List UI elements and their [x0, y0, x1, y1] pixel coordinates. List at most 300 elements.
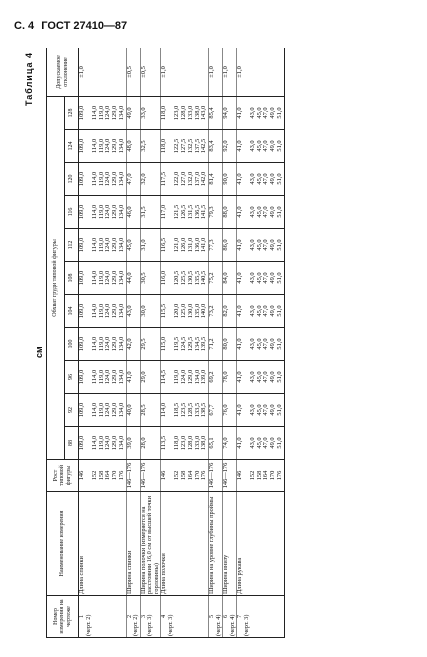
- measurement-number: 4: [160, 614, 168, 619]
- page-header: [14, 20, 131, 32]
- measurement-name: [250, 492, 257, 596]
- value-cell: 94,0: [223, 96, 237, 129]
- value-cell: 118,0: [161, 130, 175, 163]
- value-cell: 41,0: [237, 130, 251, 163]
- value-cell: 119,0: [99, 163, 106, 196]
- value-cell: 119,0: [99, 196, 106, 229]
- value-cell: 49,0: [270, 295, 277, 328]
- value-cell: 29,0: [140, 361, 161, 394]
- value-cell: 129,0: [112, 163, 119, 196]
- value-cell: 90,0: [223, 163, 237, 196]
- value-cell: 41,0: [237, 262, 251, 295]
- header-name: Наименование измерения: [47, 492, 79, 596]
- value-cell: 141,0: [201, 229, 208, 262]
- measurement-number: 6: [222, 614, 230, 619]
- value-cell: 43,0: [250, 229, 257, 262]
- value-cell: 124,0: [105, 196, 112, 229]
- measurement-number-cell: [92, 596, 99, 638]
- measurement-number-cell: [126, 596, 140, 638]
- value-cell: 114,5: [161, 361, 175, 394]
- measurement-name: [257, 492, 264, 596]
- header-height: Рост типовой фигуры: [47, 460, 79, 492]
- value-cell: 43,0: [126, 295, 140, 328]
- figure-height: 146—176: [126, 460, 140, 492]
- measurement-number-cell: [188, 596, 195, 638]
- table-row: [140, 48, 161, 638]
- value-cell: 124,0: [105, 295, 112, 328]
- value-cell: 47,0: [263, 229, 270, 262]
- value-cell: 43,0: [250, 427, 257, 460]
- value-cell: 49,0: [270, 361, 277, 394]
- value-cell: 41,0: [126, 361, 140, 394]
- value-cell: 49,0: [270, 262, 277, 295]
- drawing-reference: (черт. 3): [242, 614, 250, 636]
- value-cell: 129,0: [112, 262, 119, 295]
- header-chest-96: 96: [65, 361, 79, 394]
- measurement-name: Длина полочки: [161, 492, 175, 596]
- value-cell: 45,0: [257, 427, 264, 460]
- drawing-reference: (черт. 3): [146, 614, 154, 636]
- value-cell: 114,0: [161, 394, 175, 427]
- value-cell: 45,0: [257, 262, 264, 295]
- header-chest-group: Обхват груди типовой фигуры: [47, 96, 65, 459]
- value-cell: 43,0: [250, 328, 257, 361]
- measurement-number-cell: [79, 596, 93, 638]
- table-row: [161, 48, 175, 638]
- value-cell: 45,0: [126, 229, 140, 262]
- value-cell: 135,0: [195, 295, 202, 328]
- value-cell: 114,0: [92, 262, 99, 295]
- figure-height: 146: [161, 460, 175, 492]
- value-cell: 134,0: [119, 229, 126, 262]
- value-cell: 47,0: [263, 427, 270, 460]
- measurement-number-cell: [223, 596, 237, 638]
- value-cell: 51,0: [277, 328, 284, 361]
- value-cell: 41,0: [237, 196, 251, 229]
- tolerance: [257, 48, 264, 96]
- value-cell: 77,3: [209, 229, 223, 262]
- tolerance: [99, 48, 106, 96]
- measurement-name: [174, 492, 181, 596]
- value-cell: 115,0: [161, 328, 175, 361]
- value-cell: 121,0: [174, 229, 181, 262]
- value-cell: 133,0: [188, 96, 195, 129]
- value-cell: 31,5: [140, 196, 161, 229]
- measurement-name: Длина спинки: [79, 492, 93, 596]
- value-cell: 142,5: [201, 130, 208, 163]
- value-cell: 134,5: [195, 328, 202, 361]
- value-cell: 134,0: [119, 96, 126, 129]
- header-chest-124: 124: [65, 130, 79, 163]
- header-chest-128: 128: [65, 96, 79, 129]
- value-cell: 109,0: [79, 328, 93, 361]
- value-cell: 51,0: [277, 96, 284, 129]
- value-cell: 43,0: [250, 394, 257, 427]
- tolerance: ±1,0: [223, 48, 237, 96]
- value-cell: 51,0: [277, 262, 284, 295]
- tolerance: ±1,0: [161, 48, 175, 96]
- value-cell: 118,0: [161, 96, 175, 129]
- header-number: Номер измерения на чертеже: [47, 596, 79, 638]
- figure-height: 170: [195, 460, 202, 492]
- value-cell: 133,5: [195, 394, 202, 427]
- tolerance: [181, 48, 188, 96]
- value-cell: 45,0: [257, 394, 264, 427]
- value-cell: 80,0: [223, 328, 237, 361]
- value-cell: 122,0: [174, 163, 181, 196]
- drawing-reference: (черт. 2): [132, 614, 140, 636]
- value-cell: 114,0: [92, 163, 99, 196]
- value-cell: 126,0: [181, 229, 188, 262]
- value-cell: 124,0: [181, 361, 188, 394]
- figure-height: 170: [270, 460, 277, 492]
- value-cell: 126,5: [181, 196, 188, 229]
- measurement-number: 3: [139, 614, 147, 619]
- value-cell: 119,0: [99, 262, 106, 295]
- value-cell: 47,0: [263, 130, 270, 163]
- value-cell: 138,5: [201, 394, 208, 427]
- value-cell: 120,0: [174, 295, 181, 328]
- value-cell: 47,0: [263, 361, 270, 394]
- figure-height: 164: [105, 460, 112, 492]
- value-cell: 43,0: [250, 361, 257, 394]
- measurement-name: Ширина спинки: [126, 492, 140, 596]
- tolerance: [277, 48, 284, 96]
- measurement-name: [270, 492, 277, 596]
- value-cell: 44,0: [126, 262, 140, 295]
- value-cell: 128,0: [181, 96, 188, 129]
- measurement-name: [263, 492, 270, 596]
- header-chest-120: 120: [65, 163, 79, 196]
- figure-height: 158: [99, 460, 106, 492]
- value-cell: 114,0: [92, 229, 99, 262]
- value-cell: 30,5: [140, 262, 161, 295]
- value-cell: 119,0: [99, 130, 106, 163]
- value-cell: 65,1: [209, 427, 223, 460]
- table-sheet: [20, 48, 415, 638]
- value-cell: 109,0: [79, 196, 93, 229]
- value-cell: 124,0: [105, 262, 112, 295]
- header-chest-100: 100: [65, 328, 79, 361]
- value-cell: 114,0: [92, 361, 99, 394]
- value-cell: 114,0: [92, 427, 99, 460]
- value-cell: 134,0: [119, 394, 126, 427]
- value-cell: 41,0: [237, 229, 251, 262]
- value-cell: 119,0: [174, 361, 181, 394]
- value-cell: 129,0: [112, 328, 119, 361]
- measurement-number-cell: [181, 596, 188, 638]
- value-cell: 46,0: [126, 196, 140, 229]
- figure-height: 146—176: [223, 460, 237, 492]
- value-cell: 32,5: [140, 130, 161, 163]
- value-cell: 119,0: [99, 328, 106, 361]
- value-cell: 119,0: [99, 394, 106, 427]
- drawing-reference: (черт. 4): [214, 614, 222, 636]
- table-row: [223, 48, 237, 638]
- value-cell: 45,0: [257, 130, 264, 163]
- value-cell: 45,0: [257, 96, 264, 129]
- value-cell: 109,0: [79, 229, 93, 262]
- measurement-name: Ширина внизу: [223, 492, 237, 596]
- figure-height: 146: [237, 460, 251, 492]
- value-cell: 134,0: [119, 328, 126, 361]
- value-cell: 131,0: [188, 229, 195, 262]
- value-cell: 76,0: [223, 394, 237, 427]
- value-cell: 109,0: [79, 262, 93, 295]
- value-cell: 124,0: [105, 163, 112, 196]
- value-cell: 109,0: [79, 163, 93, 196]
- figure-height: 176: [201, 460, 208, 492]
- value-cell: 118,0: [174, 427, 181, 460]
- value-cell: 141,5: [201, 196, 208, 229]
- value-cell: 75,2: [209, 262, 223, 295]
- measurement-number-cell: [174, 596, 181, 638]
- value-cell: 73,2: [209, 295, 223, 328]
- value-cell: 115,5: [161, 295, 175, 328]
- figure-height: 176: [277, 460, 284, 492]
- value-cell: 130,0: [188, 295, 195, 328]
- figure-height: 170: [112, 460, 119, 492]
- value-cell: 129,5: [188, 328, 195, 361]
- value-cell: 135,5: [195, 262, 202, 295]
- tolerance: [270, 48, 277, 96]
- value-cell: 124,0: [105, 96, 112, 129]
- table-title: Таблица 4: [24, 52, 34, 107]
- value-cell: 47,0: [263, 163, 270, 196]
- value-cell: 51,0: [277, 163, 284, 196]
- measurement-number-cell: [250, 596, 257, 638]
- header-chest-108: 108: [65, 262, 79, 295]
- table-row: [209, 48, 223, 638]
- measurement-number-cell: [161, 596, 175, 638]
- measurement-number: 5: [208, 614, 216, 619]
- value-cell: 45,0: [257, 196, 264, 229]
- value-cell: 48,0: [126, 130, 140, 163]
- value-cell: 49,0: [270, 427, 277, 460]
- measurement-number-cell: [277, 596, 284, 638]
- value-cell: 133,0: [195, 427, 202, 460]
- value-cell: 128,5: [188, 394, 195, 427]
- value-cell: 28,5: [140, 394, 161, 427]
- value-cell: 139,5: [201, 328, 208, 361]
- value-cell: 51,0: [277, 427, 284, 460]
- value-cell: 134,0: [119, 295, 126, 328]
- figure-height: 146—176: [140, 460, 161, 492]
- value-cell: 29,5: [140, 328, 161, 361]
- value-cell: 121,5: [174, 196, 181, 229]
- value-cell: 124,5: [181, 328, 188, 361]
- value-cell: 41,0: [237, 96, 251, 129]
- value-cell: 129,0: [112, 229, 119, 262]
- value-cell: 116,0: [161, 262, 175, 295]
- value-cell: 117,0: [161, 196, 175, 229]
- value-cell: 119,0: [99, 96, 106, 129]
- value-cell: 43,0: [250, 130, 257, 163]
- value-cell: 47,0: [263, 295, 270, 328]
- value-cell: 43,0: [250, 96, 257, 129]
- value-cell: 49,0: [270, 229, 277, 262]
- value-cell: 49,0: [270, 394, 277, 427]
- measurement-name: Ширина полочки (измеряется на расстоянии 16,0 см от высшей точки горловины): [140, 492, 161, 596]
- value-cell: 136,5: [195, 196, 202, 229]
- table-caption: [20, 48, 46, 638]
- value-cell: 47,0: [263, 394, 270, 427]
- value-cell: 86,0: [223, 229, 237, 262]
- tolerance: ±0,5: [126, 48, 140, 96]
- tolerance: ±1,0: [79, 48, 93, 96]
- value-cell: 129,0: [112, 361, 119, 394]
- value-cell: 137,0: [195, 163, 202, 196]
- figure-height: 158: [181, 460, 188, 492]
- table-row: [119, 48, 126, 638]
- value-cell: 71,2: [209, 328, 223, 361]
- figure-height: 158: [257, 460, 264, 492]
- value-cell: 128,0: [188, 427, 195, 460]
- measurement-name: Длина рукава: [237, 492, 251, 596]
- value-cell: 41,0: [237, 394, 251, 427]
- figure-height: 176: [119, 460, 126, 492]
- table-unit: см: [34, 346, 44, 358]
- value-cell: 124,0: [105, 328, 112, 361]
- tolerance: ±1,0: [209, 48, 223, 96]
- value-cell: 39,0: [126, 427, 140, 460]
- value-cell: 123,0: [174, 96, 181, 129]
- measurement-number-cell: [195, 596, 202, 638]
- measurement-number-cell: [257, 596, 264, 638]
- header-chest-112: 112: [65, 229, 79, 262]
- value-cell: 74,0: [223, 427, 237, 460]
- value-cell: 114,0: [92, 96, 99, 129]
- value-cell: 129,0: [112, 427, 119, 460]
- value-cell: 82,0: [223, 295, 237, 328]
- tolerance: ±1,0: [237, 48, 251, 96]
- value-cell: 30,0: [140, 295, 161, 328]
- measurement-name: [188, 492, 195, 596]
- value-cell: 109,0: [79, 96, 93, 129]
- value-cell: 114,0: [92, 394, 99, 427]
- measurement-number-cell: [119, 596, 126, 638]
- value-cell: 31,0: [140, 229, 161, 262]
- drawing-reference: (черт. 3): [166, 614, 174, 636]
- value-cell: 43,0: [250, 196, 257, 229]
- tolerance: [105, 48, 112, 96]
- tolerance: [188, 48, 195, 96]
- measurement-number: 2: [125, 614, 133, 619]
- measurement-name: [105, 492, 112, 596]
- value-cell: 140,5: [201, 262, 208, 295]
- value-cell: 129,0: [188, 361, 195, 394]
- measurement-number-cell: [209, 596, 223, 638]
- measurement-number-cell: [263, 596, 270, 638]
- value-cell: 109,0: [79, 427, 93, 460]
- figure-height: 152: [92, 460, 99, 492]
- value-cell: 134,0: [119, 427, 126, 460]
- value-cell: 51,0: [277, 295, 284, 328]
- value-cell: 49,0: [270, 196, 277, 229]
- measurement-number-cell: [105, 596, 112, 638]
- value-cell: 114,0: [92, 295, 99, 328]
- value-cell: 49,0: [270, 328, 277, 361]
- tolerance: [195, 48, 202, 96]
- table-row: [126, 48, 140, 638]
- value-cell: 41,0: [237, 361, 251, 394]
- tolerance: [112, 48, 119, 96]
- value-cell: 28,0: [140, 427, 161, 460]
- value-cell: 85,4: [209, 96, 223, 129]
- page-number: С. 4: [14, 20, 35, 32]
- figure-height: 146: [79, 460, 93, 492]
- value-cell: 123,5: [181, 394, 188, 427]
- value-cell: 119,0: [99, 427, 106, 460]
- value-cell: 43,0: [250, 163, 257, 196]
- value-cell: 129,0: [112, 96, 119, 129]
- value-cell: 142,0: [201, 163, 208, 196]
- value-cell: 45,0: [257, 295, 264, 328]
- measurement-number-cell: [99, 596, 106, 638]
- figure-height: 164: [188, 460, 195, 492]
- value-cell: 41,0: [237, 163, 251, 196]
- table-row: [237, 48, 251, 638]
- measurement-name: [195, 492, 202, 596]
- value-cell: 67,7: [209, 394, 223, 427]
- value-cell: 113,5: [161, 427, 175, 460]
- rotated-table-area: [20, 48, 415, 638]
- value-cell: 45,0: [257, 163, 264, 196]
- header-chest-104: 104: [65, 295, 79, 328]
- value-cell: 138,0: [201, 427, 208, 460]
- value-cell: 81,4: [209, 163, 223, 196]
- value-cell: 109,0: [79, 295, 93, 328]
- tolerance: [263, 48, 270, 96]
- header-tolerance: Допускаемое отклонение: [47, 48, 79, 96]
- value-cell: 49,0: [126, 96, 140, 129]
- measurement-number: 1: [78, 614, 85, 619]
- value-cell: 143,0: [201, 96, 208, 129]
- value-cell: 45,0: [257, 328, 264, 361]
- value-cell: 122,5: [174, 130, 181, 163]
- value-cell: 109,0: [79, 361, 93, 394]
- measurement-name: [99, 492, 106, 596]
- drawing-reference: (черт. 2): [84, 614, 92, 636]
- value-cell: 124,0: [105, 229, 112, 262]
- value-cell: 131,5: [188, 196, 195, 229]
- measurement-number-cell: [112, 596, 119, 638]
- value-cell: 114,0: [92, 328, 99, 361]
- value-cell: 51,0: [277, 394, 284, 427]
- figure-height: 152: [250, 460, 257, 492]
- value-cell: 109,0: [79, 394, 93, 427]
- value-cell: 134,0: [119, 130, 126, 163]
- value-cell: 123,0: [181, 427, 188, 460]
- value-cell: 47,0: [263, 96, 270, 129]
- value-cell: 129,0: [112, 130, 119, 163]
- drawing-reference: (черт. 4): [228, 614, 236, 636]
- value-cell: 118,5: [174, 394, 181, 427]
- value-cell: 129,0: [112, 394, 119, 427]
- value-cell: 129,0: [112, 295, 119, 328]
- value-cell: 45,0: [257, 229, 264, 262]
- value-cell: 47,0: [263, 196, 270, 229]
- value-cell: 49,0: [270, 96, 277, 129]
- tolerance: [92, 48, 99, 96]
- tolerance: [250, 48, 257, 96]
- value-cell: 134,0: [119, 361, 126, 394]
- value-cell: 140,0: [201, 295, 208, 328]
- value-cell: 32,0: [140, 163, 161, 196]
- value-cell: 49,0: [270, 163, 277, 196]
- value-cell: 92,0: [223, 130, 237, 163]
- figure-height: 152: [174, 460, 181, 492]
